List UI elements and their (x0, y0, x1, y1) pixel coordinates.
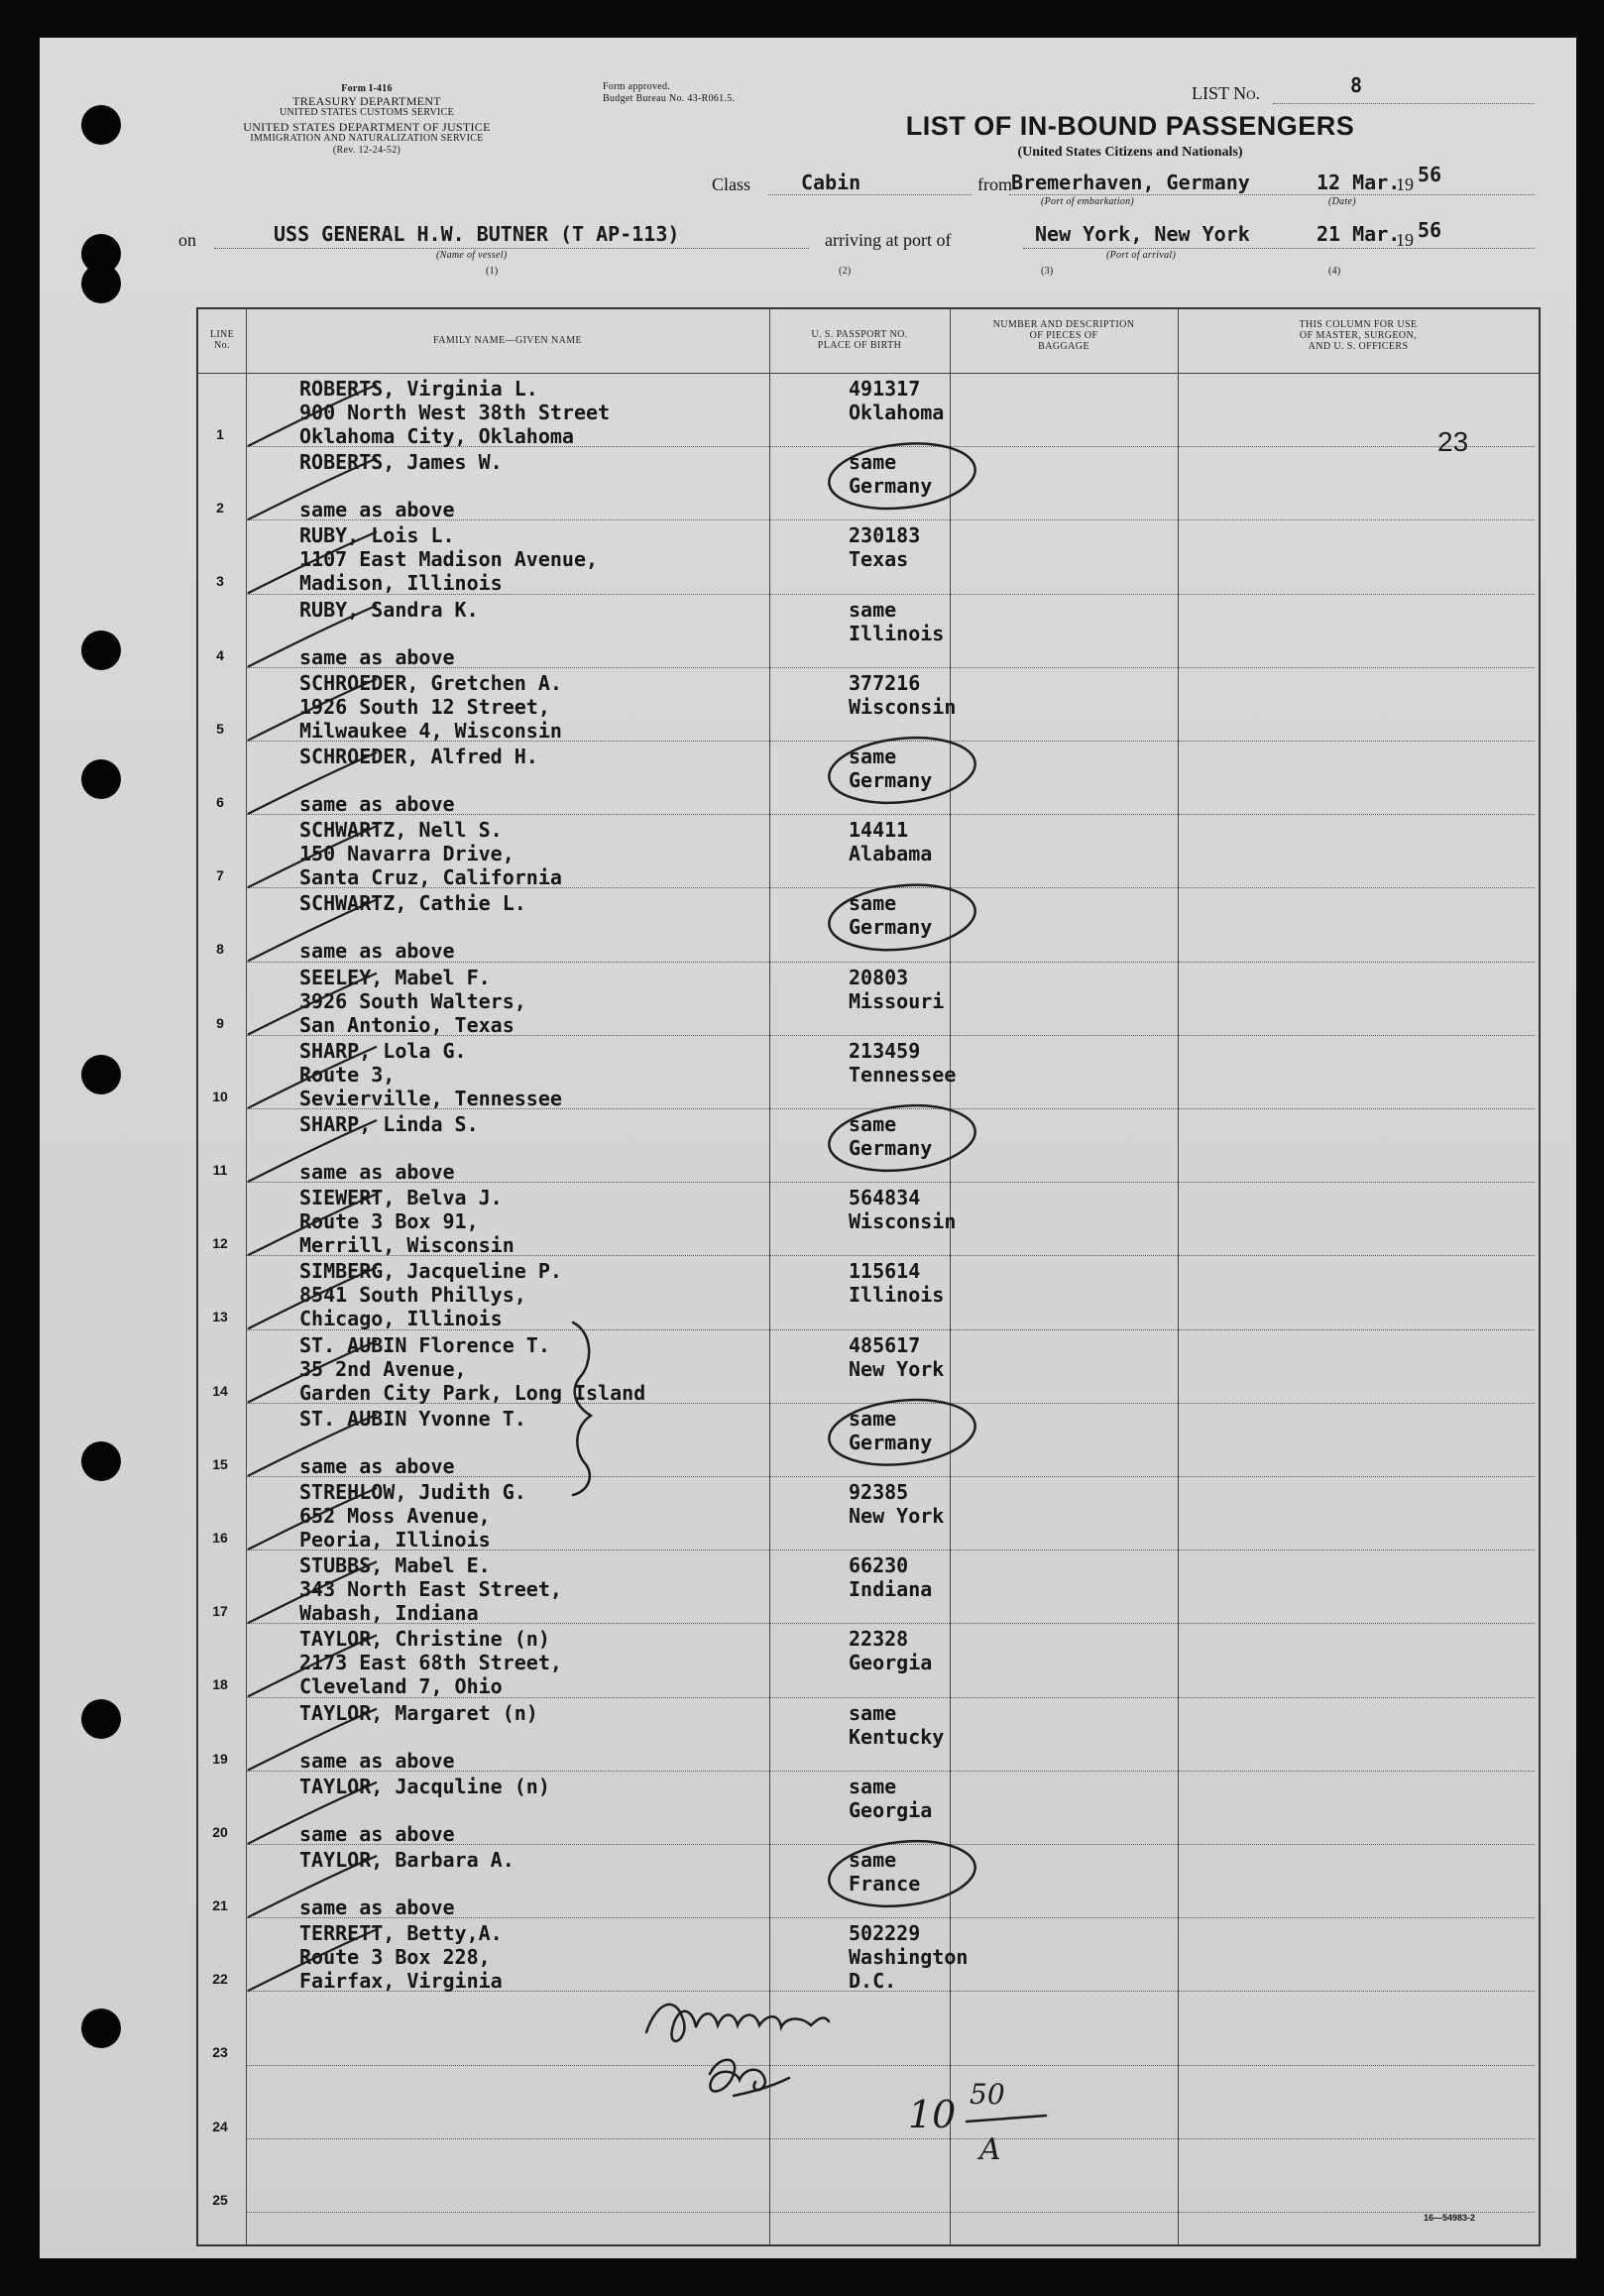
passenger-address-line: same as above (299, 498, 455, 522)
embarkation-date: 12 Mar. (1317, 171, 1401, 194)
passenger-name: SIMBERG, Jacqueline P. (299, 1259, 562, 1284)
from-line (1009, 194, 1535, 195)
passport-number: same (849, 450, 897, 475)
col-header-officers-1: THIS COLUMN FOR USE (1299, 319, 1418, 330)
passenger-entry (299, 1407, 775, 1478)
passport-cell (849, 966, 997, 1013)
col-header-baggage-1: NUMBER AND DESCRIPTION (992, 319, 1135, 330)
class-label: Class (712, 174, 751, 194)
passenger-address-line: same as above (299, 1160, 455, 1184)
passenger-name: ROBERTS, Virginia L. (299, 377, 538, 401)
passenger-address-line: Fairfax, Virginia (299, 1969, 503, 1994)
place-of-birth: Indiana (849, 1577, 933, 1602)
passport-cell (849, 1921, 997, 1993)
place-of-birth: Georgia (849, 1797, 933, 1822)
passenger-entry (299, 818, 775, 889)
passenger-address-line: same as above (299, 1453, 455, 1478)
line-number: 9 (216, 1014, 224, 1031)
place-of-birth: Texas (849, 547, 909, 572)
handwritten-note: 10 (908, 2093, 957, 2136)
place-of-birth: Oklahoma (849, 401, 945, 424)
passenger-entry (299, 891, 775, 963)
passport-number (849, 2142, 997, 2166)
vessel-name: USS GENERAL H.W. BUTNER (T AP-113) (274, 222, 680, 246)
place-of-birth (849, 2018, 997, 2042)
col-header-baggage-3: BAGGAGE (1038, 341, 1089, 352)
passenger-address-line: Sevierville, Tennessee (299, 1086, 562, 1110)
passport-number: same (849, 1112, 897, 1136)
passenger-address-line: 652 Moss Avenue, (299, 1504, 491, 1528)
punch-hole (81, 1699, 121, 1739)
passenger-entry (299, 1995, 775, 2066)
footer-code: 16—54983-2 (1424, 2213, 1476, 2223)
punch-hole (81, 105, 121, 145)
passport-number: 213459 (849, 1038, 921, 1063)
passenger-entry (299, 1921, 775, 1993)
col-divider-4 (1178, 309, 1179, 2244)
passenger-name: TAYLOR, Margaret (n) (299, 1700, 538, 1725)
passport-cell (849, 1553, 997, 1601)
place-of-birth: Germany (849, 768, 933, 792)
passenger-entry (299, 1848, 775, 1919)
passenger-address-line: 8541 South Phillys, (299, 1283, 526, 1308)
passenger-address-line (299, 622, 775, 645)
line-number: 20 (212, 1823, 228, 1840)
place-of-birth: Germany (849, 1430, 933, 1454)
passenger-address-line: Milwaukee 4, Wisconsin (299, 718, 562, 743)
line-number: 2 (216, 500, 224, 517)
passport-cell (849, 1039, 997, 1087)
passenger-address-line: same as above (299, 939, 455, 964)
line-number: 19 (212, 1750, 228, 1767)
passenger-address-line: Route 3 Box 91, (299, 1209, 479, 1234)
passenger-address-line: same as above (299, 792, 455, 816)
passport-cell (849, 2142, 997, 2190)
customs-service: UNITED STATES CUSTOMS SERVICE (279, 107, 455, 118)
page-subtitle: (United States Citizens and Nationals) (1017, 145, 1243, 160)
class-value: Cabin (801, 171, 861, 194)
passenger-address-line: Madison, Illinois (299, 571, 503, 596)
passenger-name: TAYLOR, Barbara A. (299, 1848, 515, 1872)
passenger-entry (299, 2142, 775, 2214)
punch-hole (81, 759, 121, 799)
place-of-birth: New York (849, 1504, 945, 1528)
passport-number: same (849, 1406, 897, 1431)
passenger-name: SCHWARTZ, Cathie L. (299, 891, 526, 916)
passenger-entry (299, 1775, 775, 1846)
passenger-entry (299, 523, 775, 595)
line-number: 10 (212, 1088, 228, 1104)
line-number: 17 (212, 1603, 228, 1620)
place-of-birth: Germany (849, 915, 933, 940)
passenger-address-line: 3926 South Walters, (299, 988, 526, 1013)
passport-number: 564834 (849, 1186, 921, 1210)
line-number: 5 (216, 720, 224, 737)
class-line (768, 194, 972, 195)
passport-number: same (849, 1848, 897, 1872)
col-header-officers (1178, 319, 1539, 352)
passenger-entry (299, 1186, 775, 1257)
line-number: 24 (212, 2118, 228, 2134)
place-of-birth: France (849, 1872, 921, 1895)
passport-cell (849, 891, 997, 939)
punch-hole (81, 1441, 121, 1481)
punch-hole (81, 2009, 121, 2048)
passenger-address-line: Chicago, Illinois (299, 1307, 503, 1331)
embarkation-year-prefix: 19 (1396, 174, 1414, 194)
col-header-line-1: LINE (209, 329, 235, 340)
passport-number: 92385 (849, 1480, 909, 1504)
form-approved-text: Form approved. (603, 81, 671, 92)
passenger-address-line: Peoria, Illinois (299, 1528, 491, 1551)
arrival-date: 21 Mar. (1317, 222, 1401, 246)
line-number: 25 (212, 2191, 228, 2208)
passenger-name: ROBERTS, James W. (299, 450, 503, 475)
arrival-line (1023, 248, 1535, 249)
immigration-service: IMMIGRATION AND NATURALIZATION SERVICE (250, 133, 484, 144)
line-number: 6 (216, 794, 224, 810)
passport-number: 230183 (849, 523, 921, 548)
list-number-value: 8 (1350, 73, 1363, 97)
list-number-label: LIST No. (1192, 83, 1261, 103)
place-of-birth: Illinois (849, 1283, 945, 1308)
from-label: from (977, 174, 1012, 194)
passport-cell (849, 1995, 997, 2042)
place-of-birth: Tennessee (849, 1062, 957, 1087)
line-number: 1 (216, 426, 224, 442)
passenger-address-line (299, 768, 775, 792)
passenger-entry (299, 1553, 775, 1625)
passenger-address-line: same as above (299, 1748, 455, 1773)
passenger-address-line (299, 474, 775, 498)
passport-cell (849, 1407, 997, 1454)
date-caption: (Date) (1328, 196, 1356, 207)
treasury-department: TREASURY DEPARTMENT (292, 94, 441, 108)
passenger-address-line: 150 Navarra Drive, (299, 842, 515, 866)
form-approval (603, 81, 735, 105)
passport-cell (849, 1333, 997, 1381)
passenger-address-line (299, 1725, 775, 1749)
passport-cell (849, 523, 997, 571)
passenger-address-line (299, 1431, 775, 1454)
passenger-address-line: 1107 East Madison Avenue, (299, 547, 599, 572)
place-of-birth (849, 2166, 997, 2190)
passenger-name (299, 2142, 775, 2166)
passport-number: 66230 (849, 1553, 909, 1578)
col-header-officers-2: OF MASTER, SURGEON, (1299, 330, 1418, 341)
passenger-address-line (299, 2190, 775, 2214)
caption-2: (2) (839, 266, 852, 277)
form-revision: (Rev. 12-24-52) (332, 145, 401, 156)
passenger-address-line: Merrill, Wisconsin (299, 1233, 515, 1258)
passenger-name: STUBBS, Mabel E. (299, 1553, 491, 1578)
passenger-address-line: same as above (299, 1821, 455, 1846)
passenger-address-line (299, 915, 775, 939)
caption-3: (3) (1041, 266, 1054, 277)
budget-bureau-text: Budget Bureau No. 43-R061.5. (603, 93, 736, 104)
handwritten-note-sup: 50 (970, 2078, 1005, 2111)
passenger-name: SIEWERT, Belva J. (299, 1186, 503, 1210)
punch-hole (81, 631, 121, 670)
passport-number (849, 2069, 997, 2093)
port-arrival-caption: (Port of arrival) (1106, 250, 1177, 261)
line-number: 18 (212, 1676, 228, 1693)
passenger-address-line (299, 1798, 775, 1822)
place-of-birth: Georgia (849, 1651, 933, 1675)
place-of-birth: Germany (849, 1136, 933, 1160)
passenger-address-line: Oklahoma City, Oklahoma (299, 424, 574, 448)
passenger-address-line (299, 2117, 775, 2140)
col-divider-1 (246, 309, 247, 2244)
place-of-birth: Washington (849, 1945, 969, 1970)
col-header-baggage-2: OF PIECES OF (1029, 330, 1098, 341)
line-number: 3 (216, 573, 224, 590)
passenger-name: SCHWARTZ, Nell S. (299, 818, 503, 843)
embarkation-port: Bremerhaven, Germany (1011, 171, 1250, 194)
arrival-port: New York, New York (1035, 222, 1250, 246)
vessel-line (214, 248, 809, 249)
punch-hole (81, 264, 121, 303)
passenger-address-line: 35 2nd Avenue, (299, 1356, 467, 1381)
header-divider (198, 373, 1539, 374)
passport-number: same (849, 597, 897, 622)
passenger-address-line: 1926 South 12 Street, (299, 694, 550, 719)
passport-cell (849, 1701, 997, 1749)
place-of-birth: New York (849, 1356, 945, 1381)
place-of-birth: Alabama (849, 842, 933, 866)
passport-number: same (849, 1774, 897, 1798)
officer-note: 23 (1437, 426, 1469, 457)
page-title: LIST OF IN-BOUND PASSENGERS (905, 111, 1355, 141)
passport-cell (849, 377, 997, 424)
passenger-name: RUBY, Lois L. (299, 523, 455, 548)
line-number: 4 (216, 646, 224, 663)
place-of-birth: Illinois (849, 621, 945, 645)
passenger-entry (299, 1112, 775, 1184)
line-number: 15 (212, 1455, 228, 1472)
handwritten-note-sub: A (979, 2132, 1001, 2167)
arrival-year: 56 (1418, 218, 1442, 242)
passport-number: 502229 (849, 1921, 921, 1946)
line-number: 22 (212, 1971, 228, 1988)
passenger-entry (299, 745, 775, 816)
punch-hole (81, 1055, 121, 1094)
passport-cell (849, 1480, 997, 1528)
passenger-address-line (299, 2093, 775, 2117)
passport-cell (849, 598, 997, 645)
manifest-page (40, 38, 1576, 2258)
col-header-baggage (950, 319, 1178, 352)
passenger-address-line (299, 1136, 775, 1160)
passenger-entry (299, 1039, 775, 1110)
passenger-entry (299, 598, 775, 669)
passport-number: same (849, 891, 897, 916)
passenger-address-line (299, 2042, 775, 2066)
passenger-name (299, 2069, 775, 2093)
passport-number: same (849, 1700, 897, 1725)
passenger-address-line: San Antonio, Texas (299, 1012, 515, 1037)
passenger-name: TAYLOR, Jacquline (n) (299, 1774, 550, 1798)
passenger-name: SCHROEDER, Alfred H. (299, 745, 538, 768)
passport-cell (849, 450, 997, 498)
passport-number (849, 1995, 997, 2018)
line-number: 12 (212, 1235, 228, 1252)
passenger-name: SHARP, Lola G. (299, 1038, 467, 1063)
passport-cell (849, 1259, 997, 1307)
passenger-entry (299, 1627, 775, 1698)
line-number: 21 (212, 1897, 228, 1913)
passport-number: 20803 (849, 965, 909, 989)
passenger-entry (299, 1259, 775, 1330)
col-header-line (198, 329, 246, 351)
place-of-birth: Kentucky (849, 1724, 945, 1749)
passenger-entry (299, 1701, 775, 1773)
agency-header (188, 83, 545, 157)
form-number: Form I-416 (341, 83, 393, 94)
arriving-label: arriving at port of (825, 230, 952, 250)
passenger-name: RUBY, Sandra K. (299, 597, 479, 622)
passport-number: same (849, 745, 897, 768)
place-of-birth: Wisconsin (849, 1209, 957, 1234)
col-header-name: FAMILY NAME—GIVEN NAME (432, 335, 582, 346)
passenger-address-line: Santa Cruz, California (299, 865, 562, 890)
passport-number: 491317 (849, 377, 921, 401)
passenger-entry (299, 671, 775, 743)
col-header-passport-2: PLACE OF BIRTH (817, 340, 902, 351)
passenger-name: STREHLOW, Judith G. (299, 1480, 526, 1504)
passenger-address-line: Cleveland 7, Ohio (299, 1674, 503, 1699)
line-number: 7 (216, 867, 224, 884)
passport-cell (849, 671, 997, 719)
list-number-line (1273, 103, 1535, 104)
passenger-address-line: Route 3 Box 228, (299, 1945, 491, 1970)
caption-4: (4) (1328, 266, 1341, 277)
passport-cell (849, 1627, 997, 1674)
passenger-entry (299, 1333, 775, 1405)
passport-number: 14411 (849, 818, 909, 843)
passenger-name: SCHROEDER, Gretchen A. (299, 670, 562, 695)
passenger-entry (299, 966, 775, 1037)
vessel-caption: (Name of vessel) (436, 250, 508, 261)
place-of-birth: Germany (849, 474, 933, 499)
passport-cell (849, 745, 997, 792)
place-of-birth: D.C. (849, 1969, 897, 1994)
passenger-name: SHARP, Linda S. (299, 1112, 479, 1136)
passport-cell (849, 1112, 997, 1160)
port-embarkation-caption: (Port of embarkation) (1041, 196, 1135, 207)
passenger-name: ST. AUBIN Florence T. (299, 1332, 550, 1357)
on-label: on (178, 230, 196, 250)
col-header-passport-1: U. S. PASSPORT NO. (811, 329, 908, 340)
justice-department: UNITED STATES DEPARTMENT OF JUSTICE (243, 120, 491, 134)
passenger-address-line: 2173 East 68th Street, (299, 1651, 562, 1675)
passenger-address-line: same as above (299, 644, 455, 669)
line-number: 14 (212, 1382, 228, 1399)
passport-cell (849, 1186, 997, 1233)
passenger-name: TAYLOR, Christine (n) (299, 1627, 550, 1652)
passenger-name: SEELEY, Mabel F. (299, 965, 491, 989)
passenger-entry (299, 377, 775, 448)
passport-number: 115614 (849, 1259, 921, 1284)
passenger-address-line: same as above (299, 1895, 455, 1919)
place-of-birth (849, 2093, 997, 2117)
passenger-name: ST. AUBIN Yvonne T. (299, 1406, 526, 1431)
passport-cell (849, 2069, 997, 2117)
arrival-year-prefix: 19 (1396, 230, 1414, 250)
caption-1: (1) (486, 266, 499, 277)
passenger-address-line (299, 2166, 775, 2190)
passenger-address-line: Wabash, Indiana (299, 1601, 479, 1626)
passenger-address-line (299, 2018, 775, 2042)
passenger-address-line: 900 North West 38th Street (299, 401, 611, 424)
line-number: 13 (212, 1309, 228, 1325)
passenger-address-line: Garden City Park, Long Island (299, 1380, 646, 1405)
line-number: 16 (212, 1530, 228, 1546)
line-number: 23 (212, 2044, 228, 2061)
passport-number: 22328 (849, 1627, 909, 1652)
embarkation-year: 56 (1418, 163, 1442, 186)
col-header-line-2: No. (214, 340, 230, 351)
passenger-entry (299, 2069, 775, 2140)
passenger-name: TERRETT, Betty,A. (299, 1921, 503, 1946)
passenger-entry (299, 1480, 775, 1551)
passenger-address-line: Route 3, (299, 1062, 396, 1087)
passport-number: 485617 (849, 1332, 921, 1357)
place-of-birth: Wisconsin (849, 694, 957, 719)
passport-number: 377216 (849, 670, 921, 695)
passport-cell (849, 1775, 997, 1822)
line-number: 8 (216, 941, 224, 958)
col-header-officers-3: AND U. S. OFFICERS (1308, 341, 1409, 352)
passenger-name (299, 1995, 775, 2018)
place-of-birth: Missouri (849, 988, 945, 1013)
passenger-address-line: 343 North East Street, (299, 1577, 562, 1602)
line-number: 11 (212, 1162, 228, 1178)
passenger-address-line (299, 1872, 775, 1895)
passenger-entry (299, 450, 775, 521)
col-header-passport (769, 329, 950, 351)
passport-cell (849, 818, 997, 865)
passport-cell (849, 1848, 997, 1895)
